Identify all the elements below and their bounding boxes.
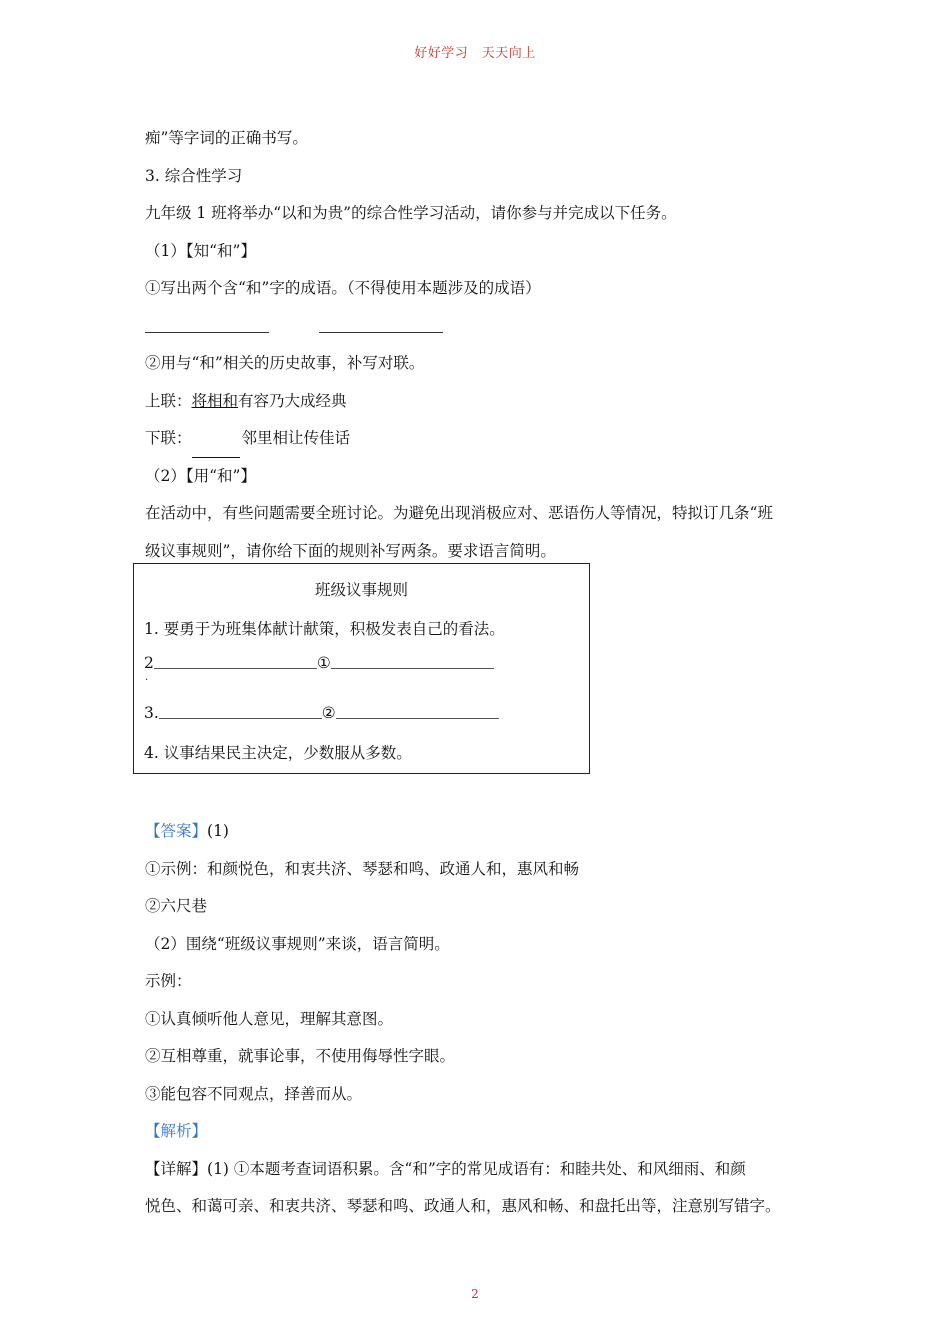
period-mark: . [145, 672, 149, 683]
rule-blank[interactable] [336, 717, 499, 719]
couplet-blank[interactable] [192, 439, 240, 458]
rule-3 [144, 704, 499, 722]
text-line: ①写出两个含“和”字的成语。（不得使用本题涉及的成语） [145, 279, 541, 297]
underlined-phrase: 将相和 [191, 391, 239, 410]
answer-part: (1) [207, 822, 229, 840]
answer-line: ①示例：和颜悦色，和衷共济、琴瑟和鸣、政通人和，惠风和畅 [145, 859, 580, 878]
text-line: ②用与“和”相关的历史故事，补写对联。 [145, 354, 425, 372]
circled-marker: ② [321, 704, 336, 722]
couplet-text: 有容乃大成经典 [238, 391, 347, 410]
detail-text: (1) ①本题考查词语积累。含“和”字的常见成语有：和睦共处、和风细雨、和颜 [207, 1159, 746, 1178]
couplet-label: 上联： [145, 391, 192, 410]
rule-blank[interactable] [154, 667, 317, 669]
rule-2 [144, 654, 494, 672]
detail-line [145, 1151, 815, 1189]
rule-blank[interactable] [159, 717, 322, 719]
rule-blank[interactable] [331, 667, 494, 669]
rule-1: 1. 要勇于为班集体献计献策，积极发表自己的看法。 [144, 620, 505, 638]
answer-section [145, 813, 815, 1226]
rule-number: 3. [144, 704, 159, 722]
sub-question-heading: （2）【用“和”】 [145, 466, 256, 485]
answer-line: ①认真倾听他人意见，理解其意图。 [145, 1009, 394, 1028]
page-number: 2 [471, 1287, 479, 1301]
circled-marker: ① [316, 654, 331, 672]
rule-4: 4. 议事结果民主决定，少数服从多数。 [144, 744, 412, 762]
answer-line: ③能包容不同观点，择善而从。 [145, 1084, 363, 1103]
answer-line: ②互相尊重，就事论事，不使用侮辱性字眼。 [145, 1047, 456, 1065]
rule-number: 2 [144, 654, 154, 672]
couplet-upper [145, 383, 815, 421]
question-section [145, 120, 815, 570]
detail-line: 悦色、和蔼可亲、和衷共济、琴瑟和鸣、政通人和，惠风和畅、和盘托出等，注意别写错字。 [145, 1197, 781, 1215]
answer-heading [145, 813, 815, 851]
answer-tag: 【答案】 [145, 822, 208, 840]
text-line: 在活动中，有些问题需要全班讨论。为避免出现消极应对、恶语伤人等情况，特拟订几条“班 [145, 504, 773, 522]
text-line: 痴”等字词的正确书写。 [145, 129, 308, 147]
rules-box [133, 563, 590, 774]
answer-line: 示例： [145, 972, 192, 990]
text-line: 级议事规则”，请你给下面的规则补写两条。要求语言简明。 [145, 541, 556, 560]
analysis-tag: 【解析】 [145, 1122, 208, 1140]
answer-blanks [145, 308, 815, 346]
idiom-blank-2[interactable] [319, 331, 443, 333]
rules-title: 班级议事规则 [314, 581, 408, 599]
analysis-heading [145, 1113, 815, 1151]
answer-line: （2）围绕“班级议事规则”来谈，语言简明。 [145, 934, 450, 953]
couplet-label: 下联： [145, 429, 192, 447]
page-header: 好好学习 天天向上 [414, 46, 536, 61]
couplet-text: 邻里相让传佳话 [241, 429, 351, 447]
idiom-blank-1[interactable] [145, 331, 269, 333]
sub-question-heading: （1）【知“和”】 [145, 241, 256, 260]
detail-tag: 【详解】 [145, 1159, 208, 1178]
text-line: 九年级 1 班将举办“以和为贵”的综合性学习活动，请你参与并完成以下任务。 [145, 204, 677, 222]
couplet-lower [145, 420, 815, 458]
question-heading: 3. 综合性学习 [145, 166, 243, 185]
answer-line: ②六尺巷 [145, 897, 208, 915]
